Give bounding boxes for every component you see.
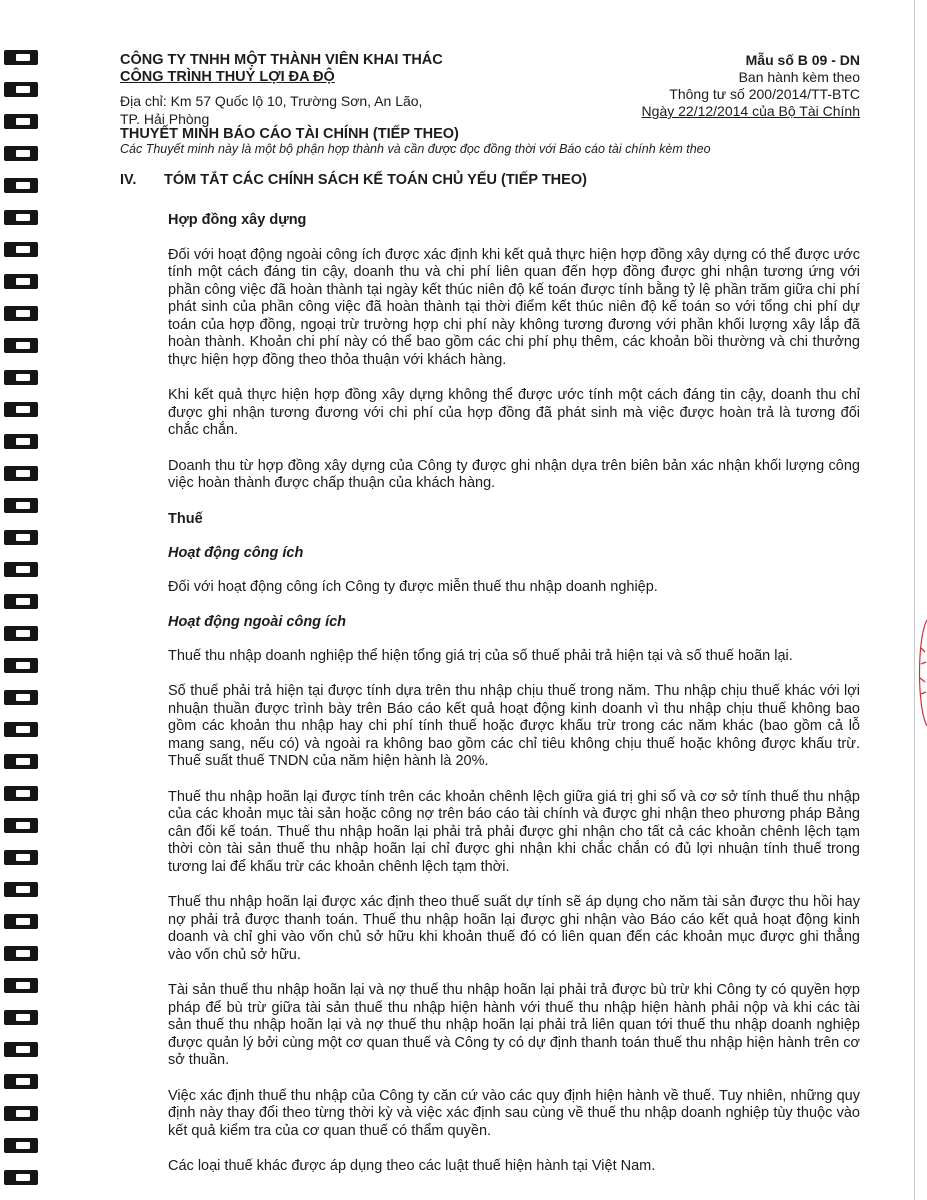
construction-paragraph-1: Đối với hoạt động ngoài công ích được xác định khi kết quả thực hiện hợp đồng xây dựng có thể được ước tính một cách đáng tin cậy, doanh thu và chi phí liên quan đến hợp đồng được ghi nhận tương ứng với phần công việc đã hoàn thành tại ngày kết thúc niên độ kế toán được tính bằng tỷ lệ phần trăm giữa chi phí phát sinh của phần công việc đã hoàn thành tại thời điểm kết thúc niên độ kế toán so với tổng chi phí dự toán của hợp đồng, ngoại trừ trường hợp chi phí này không tương đương với phần khối lượng xây lắp đã hoàn thành. Khoản chi phí này có thể bao gồm các chi phí phụ thêm, các khoản bồi thường và chi thưởng thực hiện hợp đồng theo thỏa thuận với khách hàng. bbox=[168, 246, 860, 368]
document-body bbox=[168, 212, 860, 1194]
binding-hole bbox=[16, 1174, 30, 1181]
binding-hole bbox=[16, 1046, 30, 1053]
tax-paragraph-5: Tài sản thuế thu nhập hoãn lại và nợ thuế thu nhập hoãn lại phải trả được bù trừ khi Công ty có quyền hợp pháp để bù trừ giữa tài sản thuế thu nhập hiện hành với thuế thu nhập hiện hành phải nộp và khi các tài sản thuế thu nhập hoãn lại và nợ thuế thu nhập hoãn lại phải trả liên quan tới thuế thu nhập doanh nghiệp được quản lý bởi cùng một cơ quan thuế và Công ty có dự định thanh toán thuế thu nhập hiện hành trên cơ sở thuần. bbox=[168, 982, 860, 1068]
binding-hole bbox=[16, 1110, 30, 1117]
binding-hole bbox=[16, 886, 30, 893]
notes-title: THUYẾT MINH BÁO CÁO TÀI CHÍNH (TIẾP THEO) bbox=[120, 126, 459, 142]
construction-heading: Hợp đồng xây dựng bbox=[168, 212, 307, 228]
binding-ring bbox=[4, 178, 38, 193]
binding-ring bbox=[4, 274, 38, 289]
binding-ring bbox=[4, 1010, 38, 1025]
binding-hole bbox=[16, 1142, 30, 1149]
binding-hole bbox=[16, 694, 30, 701]
spiral-binding bbox=[0, 0, 50, 1200]
binding-hole bbox=[16, 662, 30, 669]
binding-hole bbox=[16, 246, 30, 253]
company-name-line2: CÔNG TRÌNH THUỶ LỢI ĐA ĐỘ bbox=[120, 69, 335, 85]
binding-hole bbox=[16, 982, 30, 989]
binding-ring bbox=[4, 626, 38, 641]
binding-hole bbox=[16, 278, 30, 285]
tax-paragraph-1: Thuế thu nhập doanh nghiệp thể hiện tổng giá trị của số thuế phải trả hiện tại và số thuế hoãn lại. bbox=[168, 647, 793, 664]
tax-heading: Thuế bbox=[168, 510, 203, 527]
construction-paragraph-2: Khi kết quả thực hiện hợp đồng xây dựng không thể được ước tính một cách đáng tin cậy, doanh thu chỉ được ghi nhận tương đương với chi phí của hợp đồng đã phát sinh mà việc được hoàn trả là tương đối chắc chắn. bbox=[168, 387, 860, 438]
binding-ring bbox=[4, 946, 38, 961]
binding-hole bbox=[16, 502, 30, 509]
binding-hole bbox=[16, 918, 30, 925]
binding-hole bbox=[16, 118, 30, 125]
binding-hole bbox=[16, 822, 30, 829]
binding-ring bbox=[4, 338, 38, 353]
binding-ring bbox=[4, 242, 38, 257]
company-name-line1: CÔNG TY TNHH MỘT THÀNH VIÊN KHAI THÁC bbox=[120, 52, 443, 68]
binding-hole bbox=[16, 342, 30, 349]
public-activity-heading: Hoạt động công ích bbox=[168, 545, 304, 561]
address-line1: Địa chỉ: Km 57 Quốc lộ 10, Trường Sơn, An Lão, bbox=[120, 93, 423, 109]
binding-hole bbox=[16, 726, 30, 733]
tax-paragraph-4: Thuế thu nhập hoãn lại được xác định theo thuế suất dự tính sẽ áp dụng cho năm tài sản được thu hồi hay nợ phải trả được thanh toán. Thuế thu nhập hoãn lại được ghi nhận vào Báo cáo kết quả hoạt động kinh doanh và chỉ ghi vào vốn chủ sở hữu khi khoản thuế đó có liên quan đến các khoản mục được ghi thẳng vào vốn chủ sở hữu. bbox=[168, 894, 860, 963]
binding-ring bbox=[4, 690, 38, 705]
binding-hole bbox=[16, 566, 30, 573]
form-circular: Thông tư số 200/2014/TT-BTC bbox=[669, 86, 860, 102]
binding-ring bbox=[4, 210, 38, 225]
binding-ring bbox=[4, 658, 38, 673]
binding-hole bbox=[16, 310, 30, 317]
tax-paragraph-3: Thuế thu nhập hoãn lại được tính trên các khoản chênh lệch giữa giá trị ghi sổ và cơ sở tính thuế thu nhập của các khoản mục tài sản hoặc công nợ trên báo cáo tài chính và được ghi nhận theo phương pháp Bảng cân đối kế toán. Thuế thu nhập hoãn lại phải trả phải được ghi nhận cho tất cả các khoản chênh lệch tạm thời còn tài sản thuế thu nhập hoãn lại chỉ được ghi nhận khi chắc chắn có đủ lợi nhuận tính thuế trong tương lai để khấu trừ các khoản chênh lệch tạm thời. bbox=[168, 788, 860, 875]
company-address bbox=[120, 92, 480, 128]
binding-hole bbox=[16, 1014, 30, 1021]
binding-ring bbox=[4, 722, 38, 737]
form-reference bbox=[642, 52, 860, 120]
public-activity-paragraph: Đối với hoạt động công ích Công ty được miễn thuế thu nhập doanh nghiệp. bbox=[168, 578, 658, 595]
binding-ring bbox=[4, 914, 38, 929]
binding-ring bbox=[4, 50, 38, 65]
binding-ring bbox=[4, 82, 38, 97]
binding-ring bbox=[4, 466, 38, 481]
binding-hole bbox=[16, 1078, 30, 1085]
binding-ring bbox=[4, 1170, 38, 1185]
red-stamp-fragment bbox=[911, 618, 927, 728]
binding-ring bbox=[4, 114, 38, 129]
section-title: TÓM TẮT CÁC CHÍNH SÁCH KẾ TOÁN CHỦ YẾU (TIẾP THEO) bbox=[164, 172, 587, 188]
binding-hole bbox=[16, 374, 30, 381]
form-date: Ngày 22/12/2014 của Bộ Tài Chính bbox=[641, 103, 860, 119]
binding-hole bbox=[16, 438, 30, 445]
section-heading bbox=[120, 172, 587, 188]
company-name bbox=[120, 52, 443, 86]
page-edge-line bbox=[914, 0, 915, 1200]
binding-ring bbox=[4, 818, 38, 833]
binding-hole bbox=[16, 854, 30, 861]
tax-paragraph-2: Số thuế phải trả hiện tại được tính dựa trên thu nhập chịu thuế trong năm. Thu nhập chịu thuế khác với lợi nhuận thuần được trình bày trên Báo cáo kết quả hoạt động kinh doanh vì thu nhập chịu thuế không bao gồm các khoản thu nhập hay chi phí tính thuế hoặc được khấu trừ trong các năm khác (bao gồm cả lỗ mang sang, nếu có) và ngoài ra không bao gồm các chỉ tiêu không chịu thuế hoặc không được khấu trừ. Thuế suất thuế TNDN của năm hiện hành là 20%. bbox=[168, 683, 860, 769]
binding-hole bbox=[16, 758, 30, 765]
binding-ring bbox=[4, 370, 38, 385]
construction-paragraph-3: Doanh thu từ hợp đồng xây dựng của Công ty được ghi nhận dựa trên biên bản xác nhận khối lượng công việc hoàn thành được chấp thuận của khách hàng. bbox=[168, 457, 860, 491]
binding-ring bbox=[4, 1042, 38, 1057]
binding-ring bbox=[4, 146, 38, 161]
binding-hole bbox=[16, 86, 30, 93]
binding-ring bbox=[4, 1074, 38, 1089]
binding-ring bbox=[4, 530, 38, 545]
binding-ring bbox=[4, 978, 38, 993]
address-line2: TP. Hải Phòng bbox=[120, 111, 210, 127]
binding-ring bbox=[4, 306, 38, 321]
binding-hole bbox=[16, 470, 30, 477]
binding-hole bbox=[16, 534, 30, 541]
binding-hole bbox=[16, 598, 30, 605]
binding-hole bbox=[16, 790, 30, 797]
binding-hole bbox=[16, 214, 30, 221]
binding-ring bbox=[4, 1138, 38, 1153]
binding-ring bbox=[4, 754, 38, 769]
binding-ring bbox=[4, 850, 38, 865]
binding-ring bbox=[4, 1106, 38, 1121]
binding-ring bbox=[4, 434, 38, 449]
binding-hole bbox=[16, 54, 30, 61]
form-number: Mẫu số B 09 - DN bbox=[745, 52, 860, 68]
tax-paragraph-6: Việc xác định thuế thu nhập của Công ty căn cứ vào các quy định hiện hành về thuế. Tuy nhiên, những quy định này thay đổi theo từng thời kỳ và việc xác định sau cùng về thuế thu nhập doanh nghiệp tùy thuộc vào kết quả kiểm tra của cơ quan thuế có thẩm quyền. bbox=[168, 1087, 860, 1139]
binding-hole bbox=[16, 950, 30, 957]
notes-subtitle: Các Thuyết minh này là một bộ phận hợp thành và cần được đọc đồng thời với Báo cáo tài chính kèm theo bbox=[120, 142, 711, 156]
binding-ring bbox=[4, 786, 38, 801]
binding-ring bbox=[4, 594, 38, 609]
binding-hole bbox=[16, 182, 30, 189]
binding-hole bbox=[16, 630, 30, 637]
binding-hole bbox=[16, 406, 30, 413]
binding-ring bbox=[4, 562, 38, 577]
binding-ring bbox=[4, 498, 38, 513]
binding-ring bbox=[4, 882, 38, 897]
binding-ring bbox=[4, 402, 38, 417]
binding-hole bbox=[16, 150, 30, 157]
tax-paragraph-7: Các loại thuế khác được áp dụng theo các luật thuế hiện hành tại Việt Nam. bbox=[168, 1158, 656, 1174]
section-number: IV. bbox=[120, 172, 137, 188]
nonpublic-activity-heading: Hoạt động ngoài công ích bbox=[168, 614, 347, 630]
form-issued-with: Ban hành kèm theo bbox=[738, 69, 860, 85]
